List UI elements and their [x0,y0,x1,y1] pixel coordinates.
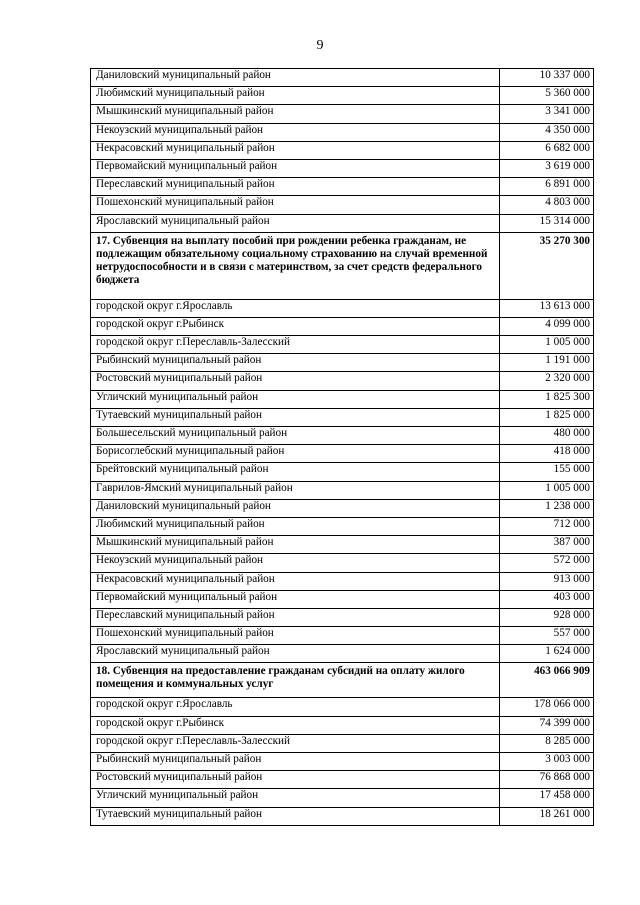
amount: 418 000 [500,445,594,463]
amount: 4 350 000 [500,123,594,141]
municipality-name: Брейтовский муниципальный район [91,463,500,481]
table-row [91,427,594,445]
amount: 4 099 000 [500,317,594,335]
amount: 712 000 [500,517,594,535]
municipality-name: Первомайский муниципальный район [91,590,500,608]
table-row [91,572,594,590]
amount: 572 000 [500,554,594,572]
table-row [91,159,594,177]
amount: 928 000 [500,608,594,626]
municipality-name: Ростовский муниципальный район [91,372,500,390]
table-row [91,445,594,463]
municipality-name: городской округ г.Переславль-Залесский [91,734,500,752]
municipality-name: Переславский муниципальный район [91,608,500,626]
amount: 913 000 [500,572,594,590]
amount: 178 066 000 [500,698,594,716]
table-row [91,141,594,159]
table-row [91,554,594,572]
municipality-name: Переславский муниципальный район [91,178,500,196]
amount: 1 238 000 [500,499,594,517]
table-row [91,698,594,716]
amount: 480 000 [500,427,594,445]
amount: 10 337 000 [500,69,594,87]
table-row [91,716,594,734]
municipality-name: Ярославский муниципальный район [91,645,500,663]
amount: 155 000 [500,463,594,481]
municipality-name: городской округ г.Ярославль [91,698,500,716]
municipality-name: Некрасовский муниципальный район [91,572,500,590]
table-row [91,299,594,317]
amount: 17 458 000 [500,789,594,807]
municipality-name: Ярославский муниципальный район [91,214,500,232]
table-row [91,463,594,481]
table-row [91,105,594,123]
municipality-name: Некоузский муниципальный район [91,554,500,572]
section-total: 463 066 909 [500,663,594,698]
amount: 1 005 000 [500,481,594,499]
section-header-row [91,663,594,698]
page-number: 9 [316,38,324,53]
municipality-name: Пошехонский муниципальный район [91,627,500,645]
municipality-name: городской округ г.Рыбинск [91,716,500,734]
table-row [91,807,594,825]
table-row [91,590,594,608]
table-row [91,336,594,354]
municipality-name: Большесельский муниципальный район [91,427,500,445]
municipality-name: городской округ г.Рыбинск [91,317,500,335]
table-row [91,408,594,426]
municipality-name: Рыбинский муниципальный район [91,354,500,372]
table-row [91,536,594,554]
table-row [91,517,594,535]
amount: 4 803 000 [500,196,594,214]
amount: 1 624 000 [500,645,594,663]
amount: 1 191 000 [500,354,594,372]
municipality-name: Даниловский муниципальный район [91,69,500,87]
table-row [91,390,594,408]
amount: 76 868 000 [500,771,594,789]
amount: 3 619 000 [500,159,594,177]
amount: 18 261 000 [500,807,594,825]
municipality-name: городской округ г.Переславль-Залесский [91,336,500,354]
municipality-name: Любимский муниципальный район [91,87,500,105]
section-total: 35 270 300 [500,232,594,299]
amount: 403 000 [500,590,594,608]
amount: 1 825 300 [500,390,594,408]
table-row [91,354,594,372]
municipality-name: Даниловский муниципальный район [91,499,500,517]
municipality-name: Рыбинский муниципальный район [91,753,500,771]
table-row [91,69,594,87]
amount: 13 613 000 [500,299,594,317]
table-row [91,753,594,771]
amount: 5 360 000 [500,87,594,105]
amount: 6 891 000 [500,178,594,196]
table-row [91,789,594,807]
table-row [91,178,594,196]
table-row [91,372,594,390]
municipality-name: Тутаевский муниципальный район [91,807,500,825]
table-row [91,645,594,663]
subvention-table [90,68,594,826]
amount: 1 005 000 [500,336,594,354]
municipality-name: Мышкинский муниципальный район [91,105,500,123]
amount: 1 825 000 [500,408,594,426]
municipality-name: Мышкинский муниципальный район [91,536,500,554]
table-row [91,499,594,517]
amount: 2 320 000 [500,372,594,390]
municipality-name: Угличский муниципальный район [91,390,500,408]
amount: 8 285 000 [500,734,594,752]
section-header-row [91,232,594,299]
municipality-name: Некоузский муниципальный район [91,123,500,141]
amount: 557 000 [500,627,594,645]
table-row [91,608,594,626]
municipality-name: Первомайский муниципальный район [91,159,500,177]
table-row [91,627,594,645]
municipality-name: городской округ г.Ярославль [91,299,500,317]
table-row [91,734,594,752]
amount: 15 314 000 [500,214,594,232]
municipality-name: Пошехонский муниципальный район [91,196,500,214]
amount: 6 682 000 [500,141,594,159]
amount: 74 399 000 [500,716,594,734]
amount: 3 341 000 [500,105,594,123]
table-row [91,196,594,214]
municipality-name: Тутаевский муниципальный район [91,408,500,426]
table-row [91,123,594,141]
municipality-name: Угличский муниципальный район [91,789,500,807]
section-title: 18. Субвенция на предоставление гражданам субсидий на оплату жилого помещения и коммунальных услуг [91,663,500,698]
table-row [91,481,594,499]
section-title: 17. Субвенция на выплату пособий при рождении ребенка гражданам, не подлежащим обязательному социальному страхованию на случай временной нетрудоспособности и в связи с материнством, за счет средств федерального бюджета [91,232,500,299]
municipality-name: Борисоглебский муниципальный район [91,445,500,463]
municipality-name: Гаврилов-Ямский муниципальный район [91,481,500,499]
municipality-name: Ростовский муниципальный район [91,771,500,789]
table-row [91,317,594,335]
municipality-name: Любимский муниципальный район [91,517,500,535]
municipality-name: Некрасовский муниципальный район [91,141,500,159]
amount: 387 000 [500,536,594,554]
table-body [91,69,594,826]
table-row [91,214,594,232]
table-row [91,87,594,105]
amount: 3 003 000 [500,753,594,771]
table-row [91,771,594,789]
